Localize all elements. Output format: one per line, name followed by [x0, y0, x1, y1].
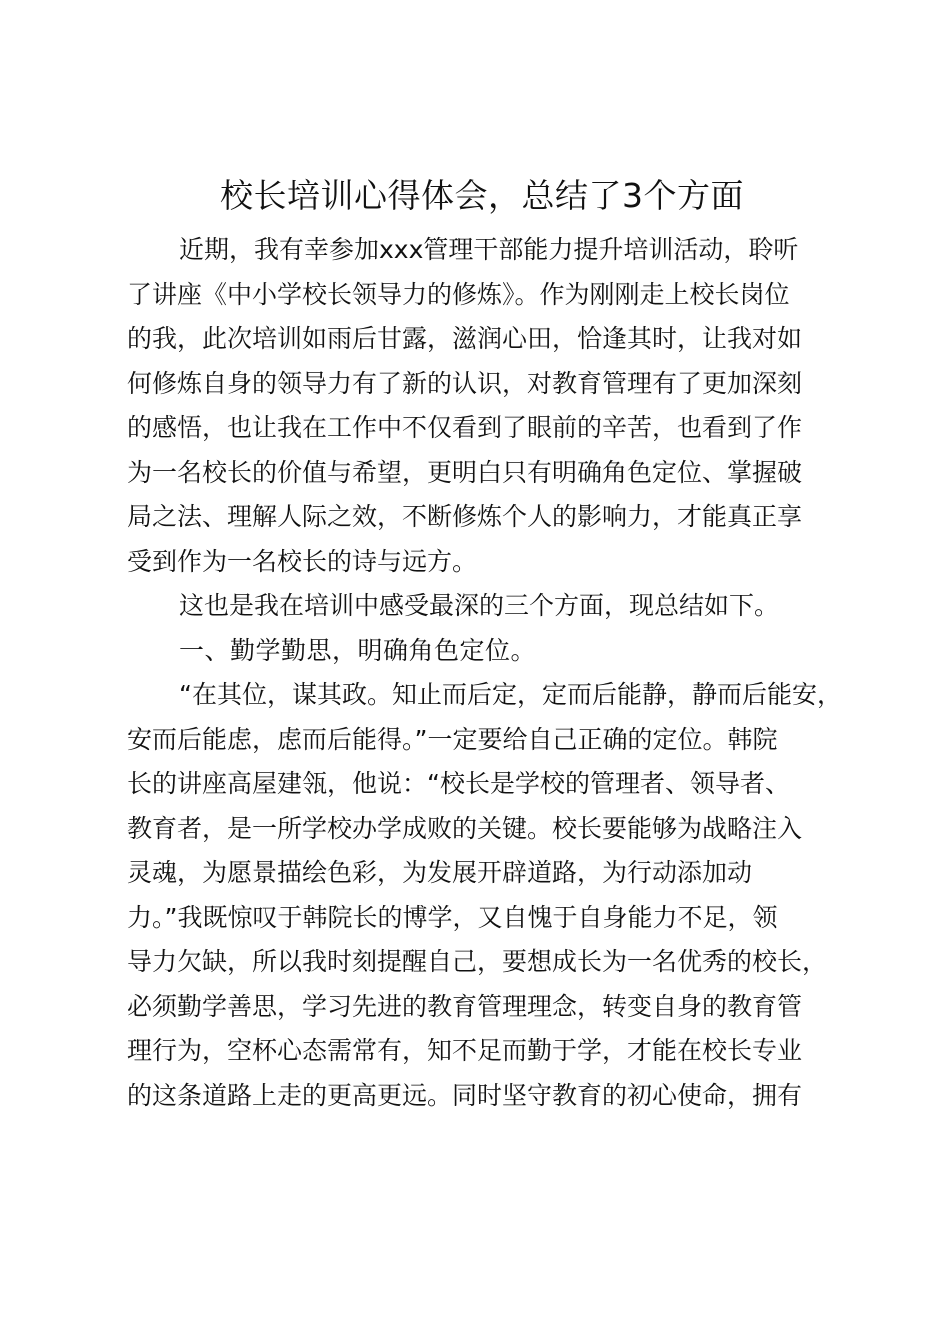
- paragraph-line: 的感悟，也让我在工作中不仅看到了眼前的辛苦，也看到了作: [127, 413, 803, 442]
- document-body: [127, 228, 842, 1118]
- document-title: 校长培训心得体会，总结了3个方面: [220, 176, 744, 215]
- paragraph-line: 安而后能虑，虑而后能得。”一定要给自己正确的定位。韩院: [127, 724, 778, 754]
- paragraph-line: 何修炼自身的领导力有了新的认识，对教育管理有了更加深刻: [127, 368, 803, 398]
- paragraph-line: 的这条道路上走的更高更远。同时坚守教育的初心使命，拥有: [127, 1080, 803, 1110]
- paragraph-line: 受到作为一名校长的诗与远方。: [127, 546, 478, 576]
- section-heading: 一、勤学勤思，明确角色定位。: [179, 635, 537, 665]
- paragraph-line: 必须勤学善思，学习先进的教育管理理念，转变自身的教育管: [127, 991, 803, 1021]
- paragraph-line: 的我，此次培训如雨后甘露，滋润心田，恰逢其时，让我对如: [127, 324, 803, 353]
- paragraph-line: 力。”我既惊叹于韩院长的博学，又自愧于自身能力不足，领: [127, 902, 778, 932]
- paragraph-line: “在其位，谋其政。知止而后定，定而后能静，静而后能安，: [179, 680, 842, 709]
- paragraph-line: 长的讲座高屋建瓴，他说：“校长是学校的管理者、领导者、: [127, 769, 790, 798]
- paragraph-line: 教育者，是一所学校办学成败的关键。校长要能够为战略注入: [127, 813, 803, 843]
- paragraph-line: 这也是我在培训中感受最深的三个方面，现总结如下。: [179, 591, 780, 620]
- paragraph-line: 导力欠缺，所以我时刻提醒自己，要想成长为一名优秀的校长，: [127, 947, 828, 976]
- paragraph-line: 了讲座《中小学校长领导力的修炼》。作为刚刚走上校长岗位: [127, 279, 790, 309]
- paragraph-line: 近期，我有幸参加xxx管理干部能力提升培训活动，聆听: [179, 235, 799, 264]
- document-page: [127, 172, 842, 1118]
- paragraph-line: 局之法、理解人际之效，不断修炼个人的影响力，才能真正享: [127, 502, 803, 531]
- paragraph-line: 理行为，空杯心态需常有，知不足而勤于学，才能在校长专业: [127, 1036, 803, 1065]
- paragraph-line: 灵魂，为愿景描绘色彩，为发展开辟道路，为行动添加动: [127, 858, 753, 887]
- paragraph-line: 为一名校长的价值与希望，更明白只有明确角色定位、掌握破: [127, 457, 803, 487]
